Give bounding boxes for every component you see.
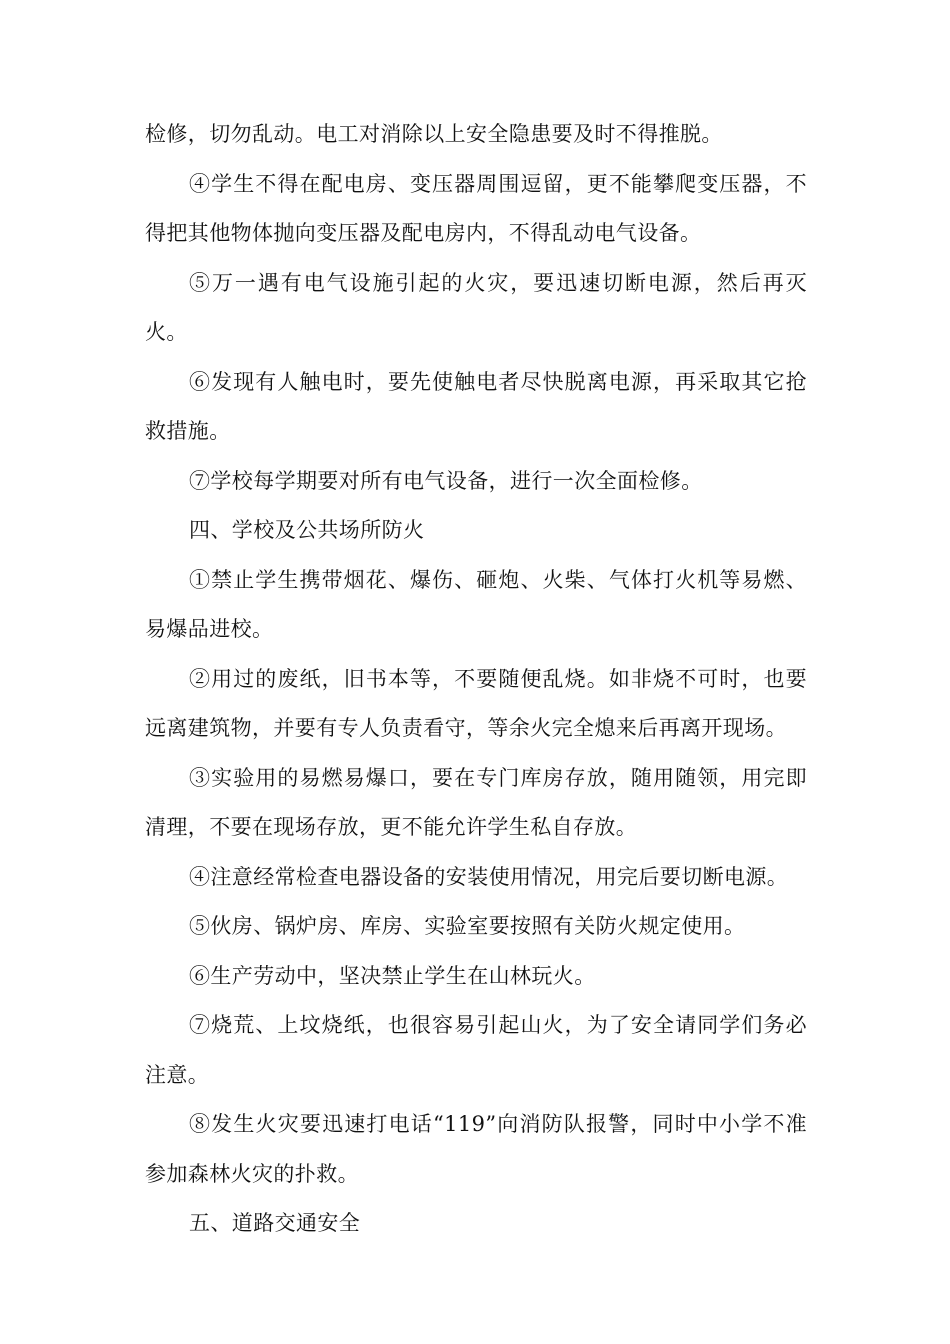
paragraph-item-6: ⑥发现有人触电时，要先使触电者尽快脱离电源，再采取其它抢救措施。 [145, 369, 807, 443]
document-body [145, 110, 807, 1249]
paragraph-continuation: 检修，切勿乱动。电工对消除以上安全隐患要及时不得推脱。 [145, 122, 723, 146]
paragraph-item-5: ⑤万一遇有电气设施引起的火灾，要迅速切断电源，然后再灭火。 [145, 270, 807, 344]
paragraph-fire-item-5: ⑤伙房、锅炉房、库房、实验室要按照有关防火规定使用。 [189, 914, 746, 938]
paragraph-fire-item-2: ②用过的废纸，旧书本等，不要随便乱烧。如非烧不可时，也要远离建筑物，并要有专人负责看守，等余火完全熄来后再离开现场。 [145, 666, 807, 740]
section-heading-5: 五、道路交通安全 [189, 1211, 361, 1235]
paragraph-fire-item-7: ⑦烧荒、上坟烧纸，也很容易引起山火，为了安全请同学们务必注意。 [145, 1013, 807, 1087]
paragraph-fire-item-6: ⑥生产劳动中，坚决禁止学生在山林玩火。 [189, 963, 596, 988]
paragraph-fire-item-8: ⑧发生火灾要迅速打电话“119”向消防队报警，同时中小学不准参加森林火灾的扑救。 [145, 1112, 807, 1186]
section-heading-4: 四、学校及公共场所防火 [189, 518, 425, 542]
paragraph-item-4: ④学生不得在配电房、变压器周围逗留，更不能攀爬变压器，不得把其他物体抛向变压器及配电房内，不得乱动电气设备。 [145, 171, 807, 245]
paragraph-fire-item-4: ④注意经常检查电器设备的安装使用情况，用完后要切断电源。 [189, 864, 789, 889]
paragraph-item-7: ⑦学校每学期要对所有电气设备，进行一次全面检修。 [189, 468, 703, 493]
paragraph-fire-item-3: ③实验用的易燃易爆口，要在专门库房存放，随用随领，用完即清理，不要在现场存放，更不能允许学生私自存放。 [145, 765, 807, 839]
paragraph-fire-item-1: ①禁止学生携带烟花、爆伤、砸炮、火柴、气体打火机等易燃、易爆品进校。 [145, 567, 807, 641]
